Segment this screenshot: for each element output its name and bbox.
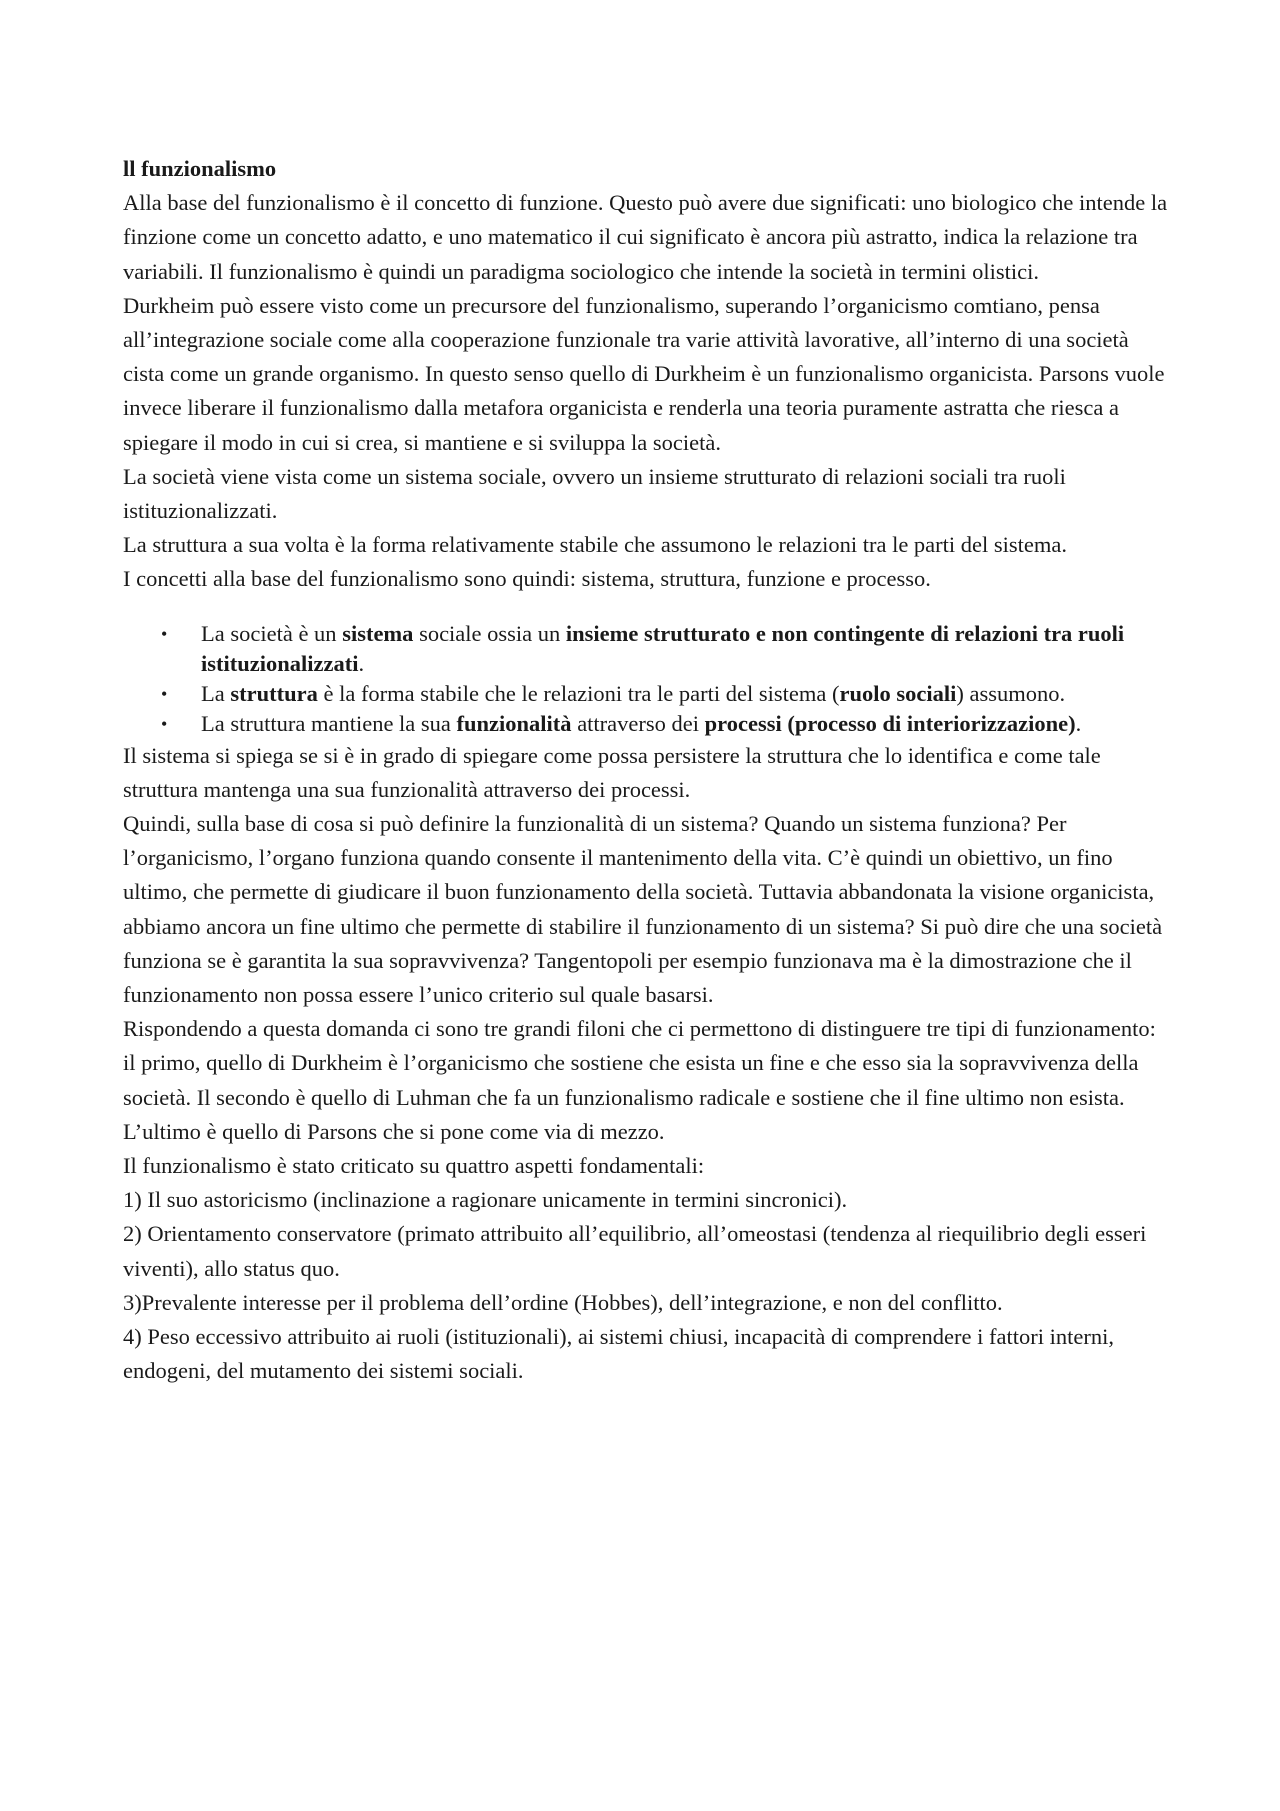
- bullet-text: attraverso dei: [571, 710, 705, 736]
- document-page: [123, 152, 1173, 1389]
- paragraph-society: La società viene vista come un sistema sociale, ovvero un insieme strutturato di relazioni sociali tra ruoli istituzionalizzati.: [123, 463, 1066, 524]
- bullet-text: .: [1075, 710, 1082, 736]
- bullet-bold: ruolo sociali: [839, 680, 957, 706]
- paragraph-three-types: Rispondendo a questa domanda ci sono tre grandi filoni che ci permettono di distinguere tre tipi di funzionamento: il primo, quello di Durkheim è l’organicismo che sostiene che esista un fine e che esso sia la sopravvivenza della società. Il secondo è quello di Luhman che fa un funzionalismo radicale e sostiene che il fine ultimo non esista. L’ultimo è quello di Parsons che si pone come via di mezzo.: [123, 1016, 1156, 1144]
- paragraph-structure: La struttura a sua volta è la forma relativamente stabile che assumono le relazioni tra le parti del sistema.: [123, 532, 1068, 558]
- bullet-text: sociale ossia un: [413, 620, 566, 646]
- list-item: [123, 709, 1173, 739]
- paragraph-intro: Alla base del funzionalismo è il concetto di funzione. Questo può avere due significati: uno biologico che intende la finzione come un concetto adatto, e uno matematico il cui significato è ancora più astratto, indica la relazione tra variabili. Il funzionalismo è quindi un paradigma sociologico che intende la società in termini olistici.: [123, 190, 1168, 284]
- bullet-text: La società è un: [201, 620, 343, 646]
- paragraph-concepts: I concetti alla base del funzionalismo sono quindi: sistema, struttura, funzione e processo.: [123, 566, 931, 592]
- bullet-bold: insieme strutturato e non contingente di relazioni tra ruoli istituzionalizzati: [201, 620, 1125, 676]
- paragraph-criticism-intro: Il funzionalismo è stato criticato su quattro aspetti fondamentali:: [123, 1153, 705, 1179]
- bullet-list: [123, 619, 1173, 739]
- bullet-text: .: [358, 650, 365, 676]
- paragraph-durkheim: Durkheim può essere visto come un precursore del funzionalismo, superando l’organicismo comtiano, pensa all’integrazione sociale come alla cooperazione funzionale tra varie attività lavorative, all’interno di una società cista come un grande organismo. In questo senso quello di Durkheim è un funzionalismo organicista. Parsons vuole invece liberare il funzionalismo dalla metafora organicista e renderla una teoria puramente astratta che riesca a spiegare il modo in cui si crea, si mantiene e si sviluppa la società.: [123, 292, 1165, 455]
- list-item: [123, 679, 1173, 709]
- bullet-bold: struttura: [230, 680, 318, 706]
- paragraph-system: Il sistema si spiega se si è in grado di spiegare come possa persistere la struttura che lo identifica e come tale struttura mantenga una sua funzionalità attraverso dei processi.: [123, 742, 1101, 802]
- bullet-text: La struttura mantiene la sua: [201, 710, 457, 736]
- bullet-text: è la forma stabile che le relazioni tra le parti del sistema (: [317, 680, 840, 706]
- bullet-bold: sistema: [342, 620, 414, 646]
- criticism-point-2: 2) Orientamento conservatore (primato attribuito all’equilibrio, all’omeostasi (tendenza al riequilibrio degli esseri viventi), allo status quo.: [123, 1221, 1147, 1281]
- document-title: ll funzionalismo: [123, 156, 277, 181]
- paragraph-question: Quindi, sulla base di cosa si può definire la funzionalità di un sistema? Quando un sistema funziona? Per l’organicismo, l’organo funziona quando consente il mantenimento della vita. C’è quindi un obiettivo, un fino ultimo, che permette di giudicare il buon funzionamento della società. Tuttavia abbandonata la visione organicista, abbiamo ancora un fine ultimo che permette di stabilire il funzionamento di un sistema? Si può dire che una società funziona se è garantita la sua sopravvivenza? Tangentopoli per esempio funzionava ma è la dimostrazione che il funzionamento non possa essere l’unico criterio sul quale basarsi.: [123, 811, 1163, 1008]
- bullet-text: La: [201, 680, 231, 706]
- criticism-point-1: 1) Il suo astoricismo (inclinazione a ragionare unicamente in termini sincronici).: [123, 1187, 848, 1213]
- bullet-bold: funzionalità: [456, 710, 572, 736]
- bullet-bold: processi (processo di interiorizzazione): [704, 710, 1076, 736]
- list-item: [123, 619, 1173, 679]
- criticism-point-3: 3)Prevalente interesse per il problema dell’ordine (Hobbes), dell’integrazione, e non del conflitto.: [123, 1289, 1003, 1315]
- bullet-text: ) assumono.: [956, 680, 1066, 706]
- criticism-point-4: 4) Peso eccessivo attribuito ai ruoli (istituzionali), ai sistemi chiusi, incapacità di comprendere i fattori interni, endogeni, del mutamento dei sistemi sociali.: [123, 1324, 1114, 1384]
